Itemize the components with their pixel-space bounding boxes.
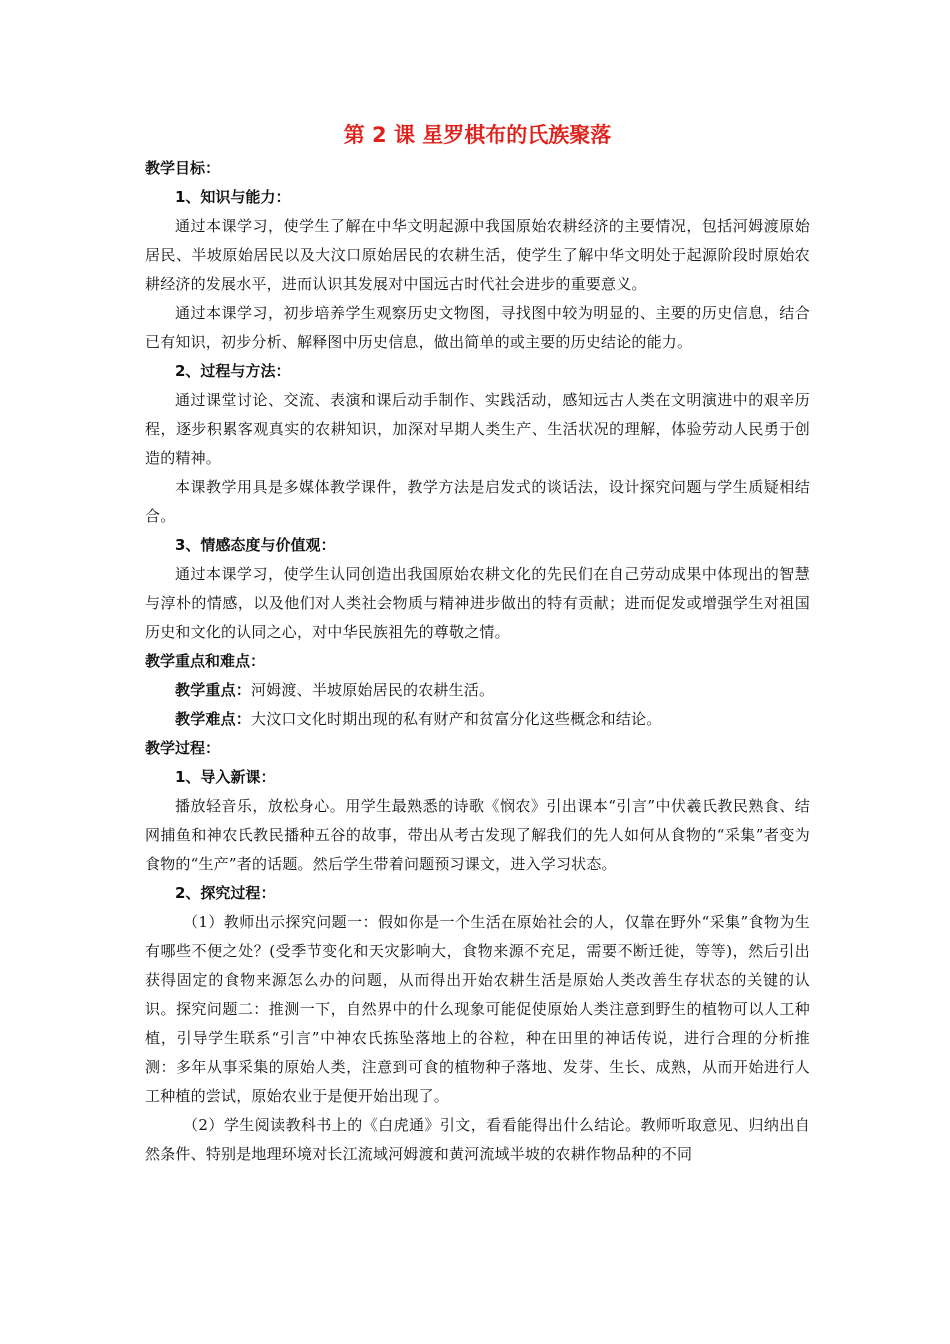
paragraph: 本课教学用具是多媒体教学课件，教学方法是启发式的谈话法，设计探究问题与学生质疑相结合。 [145,478,810,525]
focus-label: 教学重点： [175,681,252,699]
process-method-heading: 2、过程与方法： [175,362,291,380]
paragraph: 通过本课学习，初步培养学生观察历史文物图，寻找图中较为明显的、主要的历史信息，结合已有知识，初步分析、解释图中历史信息，做出简单的或主要的历史结论的能力。 [145,304,810,351]
intro-heading: 1、导入新课： [175,768,276,786]
paragraph: （1）教师出示探究问题一：假如你是一个生活在原始社会的人，仅靠在野外“采集”食物为生有哪些不便之处？(受季节变化和天灾影响大，食物来源不充足，需要不断迁徙，等等)，然后引出获得固定的食物来源怎么办的问题，从而得出开始农耕生活是原始人类改善生存状态的关键的认识。探究问题二：推测一下，自然界中的什么现象可能促使原始人类注意到野生的植物可以人工种植，引导学生联系“引言”中神农氏拣坠落地上的谷粒，种在田里的神话传说，进行合理的分析推测：多年从事采集的原始人类，注意到可食的植物种子落地、发芽、生长、成熟，从而开始进行人工种植的尝试，原始农业于是便开始出现了。 [145,913,810,1105]
document-page [145,120,810,1169]
difficulty-label: 教学难点： [175,710,252,728]
focus-line [145,676,810,705]
difficulty-text: 大汶口文化时期出现的私有财产和贫富分化这些概念和结论。 [251,710,662,728]
emotion-values-heading: 3、情感态度与价值观： [175,536,336,554]
paragraph: 通过本课学习，使学生认同创造出我国原始农耕文化的先民们在自己劳动成果中体现出的智慧与淳朴的情感，以及他们对人类社会物质与精神进步做出的特有贡献；进而促发或增强学生对祖国历史和文化的认同之心，对中华民族祖先的尊敬之情。 [145,565,810,641]
focus-text: 河姆渡、半坡原始居民的农耕生活。 [251,681,495,699]
key-points-heading: 教学重点和难点： [145,652,266,670]
difficulty-line [145,705,810,734]
paragraph: （2）学生阅读教科书上的《白虎通》引文，看看能得出什么结论。教师听取意见、归纳出自然条件、特别是地理环境对长江流域河姆渡和黄河流域半坡的农耕作物品种的不同 [145,1116,810,1163]
paragraph: 通过本课学习，使学生了解在中华文明起源中我国原始农耕经济的主要情况，包括河姆渡原始居民、半坡原始居民以及大汶口原始居民的农耕生活，使学生了解中华文明处于起源阶段时原始农耕经济的发展水平，进而认识其发展对中国远古时代社会进步的重要意义。 [145,217,810,293]
teaching-process-heading: 教学过程： [145,739,221,757]
inquiry-heading: 2、探究过程： [175,884,276,902]
lesson-title: 第 2 课 星罗棋布的氏族聚落 [343,123,612,147]
teaching-goals-heading: 教学目标： [145,159,221,177]
paragraph: 通过课堂讨论、交流、表演和课后动手制作、实践活动，感知远古人类在文明演进中的艰辛历程，逐步积累客观真实的农耕知识，加深对早期人类生产、生活状况的理解，体验劳动人民勇于创造的精神。 [145,391,810,467]
knowledge-ability-heading: 1、知识与能力： [175,188,291,206]
paragraph: 播放轻音乐，放松身心。用学生最熟悉的诗歌《悯农》引出课本“引言”中伏羲氏教民熟食、结网捕鱼和神农氏教民播种五谷的故事，带出从考古发现了解我们的先人如何从食物的“采集”者变为食物的“生产”者的话题。然后学生带着问题预习课文，进入学习状态。 [145,797,810,873]
